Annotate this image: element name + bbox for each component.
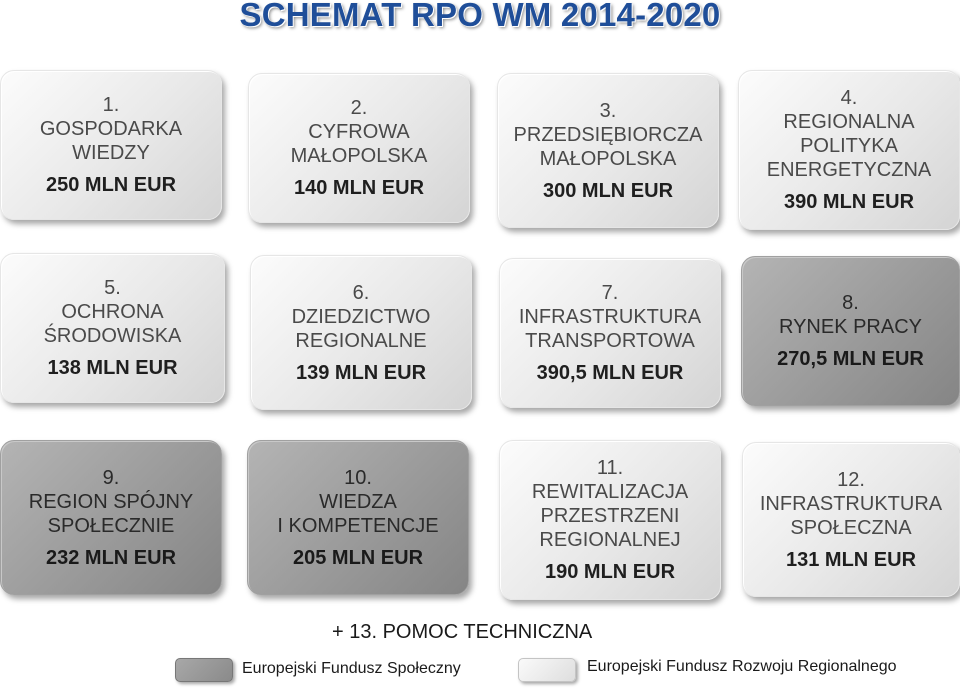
axis-number: 3.	[599, 99, 617, 122]
axis-amount: 140 MLN EUR	[293, 177, 425, 199]
axis-amount: 232 MLN EUR	[45, 546, 177, 569]
axis-amount: 250 MLN EUR	[45, 174, 177, 196]
priority-axis-box-10	[247, 440, 469, 595]
axis-name: DZIEDZICTWO REGIONALNE	[291, 305, 431, 352]
axis-number: 6.	[352, 281, 370, 304]
axis-name: REGION SPÓJNY SPOŁECZNIE	[28, 490, 194, 537]
axis-amount: 390 MLN EUR	[783, 191, 915, 213]
axis-number: 2.	[350, 97, 368, 119]
axis-number: 8.	[842, 292, 859, 314]
legend-swatch-erdf	[518, 658, 576, 682]
priority-axis-box-1	[0, 70, 222, 220]
priority-axis-box-7	[499, 258, 721, 408]
axis-name: INFRASTRUKTURA SPOŁECZNA	[759, 492, 943, 539]
legend-swatch-efs	[175, 658, 233, 682]
legend-label-erdf: Europejski Fundusz Rozwoju Regionalnego	[587, 658, 897, 675]
axis-number: 12.	[837, 468, 865, 491]
axis-number: 1.	[102, 94, 120, 116]
axis-number: 9.	[102, 466, 120, 489]
priority-axis-box-9	[0, 440, 222, 595]
technical-assistance-label: + 13. POMOC TECHNICZNA	[332, 621, 593, 643]
priority-axis-box-6	[250, 255, 472, 410]
priority-axis-box-11	[499, 440, 721, 600]
axis-amount: 390,5 MLN EUR	[536, 362, 684, 384]
axis-amount: 270,5 MLN EUR	[777, 348, 924, 370]
priority-axis-box-4	[738, 70, 960, 230]
axis-name: INFRASTRUKTURA TRANSPORTOWA	[518, 306, 702, 352]
axis-amount: 131 MLN EUR	[785, 548, 917, 571]
axis-number: 10.	[344, 466, 372, 489]
page-title: SCHEMAT RPO WM 2014-2020	[239, 0, 721, 33]
axis-number: 11.	[596, 457, 624, 479]
priority-axis-box-5	[0, 253, 225, 403]
axis-amount: 300 MLN EUR	[542, 179, 674, 202]
legend-label-efs: Europejski Fundusz Społeczny	[242, 660, 461, 677]
axis-name: OCHRONA ŚRODOWISKA	[43, 301, 182, 347]
priority-axis-box-3	[497, 73, 719, 228]
axis-amount: 139 MLN EUR	[295, 361, 427, 384]
axis-number: 4.	[840, 87, 858, 109]
priority-axis-box-2	[248, 73, 470, 223]
axis-name: REGIONALNA POLITYKA ENERGETYCZNA	[766, 111, 932, 181]
axis-name: REWITALIZACJA PRZESTRZENI REGIONALNEJ	[531, 481, 689, 551]
axis-name: WIEDZA I KOMPETENCJE	[277, 490, 439, 537]
axis-name: GOSPODARKA WIEDZY	[39, 118, 183, 164]
axis-number: 5.	[104, 277, 121, 299]
priority-axis-box-12	[742, 442, 960, 597]
axis-name: PRZEDSIĘBIORCZA MAŁOPOLSKA	[513, 123, 703, 170]
axis-amount: 205 MLN EUR	[292, 546, 424, 569]
axis-amount: 138 MLN EUR	[47, 357, 178, 379]
priority-axis-box-8	[741, 256, 960, 406]
axis-name: CYFROWA MAŁOPOLSKA	[290, 121, 428, 167]
axis-amount: 190 MLN EUR	[544, 561, 676, 583]
axis-name: RYNEK PRACY	[778, 316, 922, 338]
axis-number: 7.	[601, 282, 619, 304]
